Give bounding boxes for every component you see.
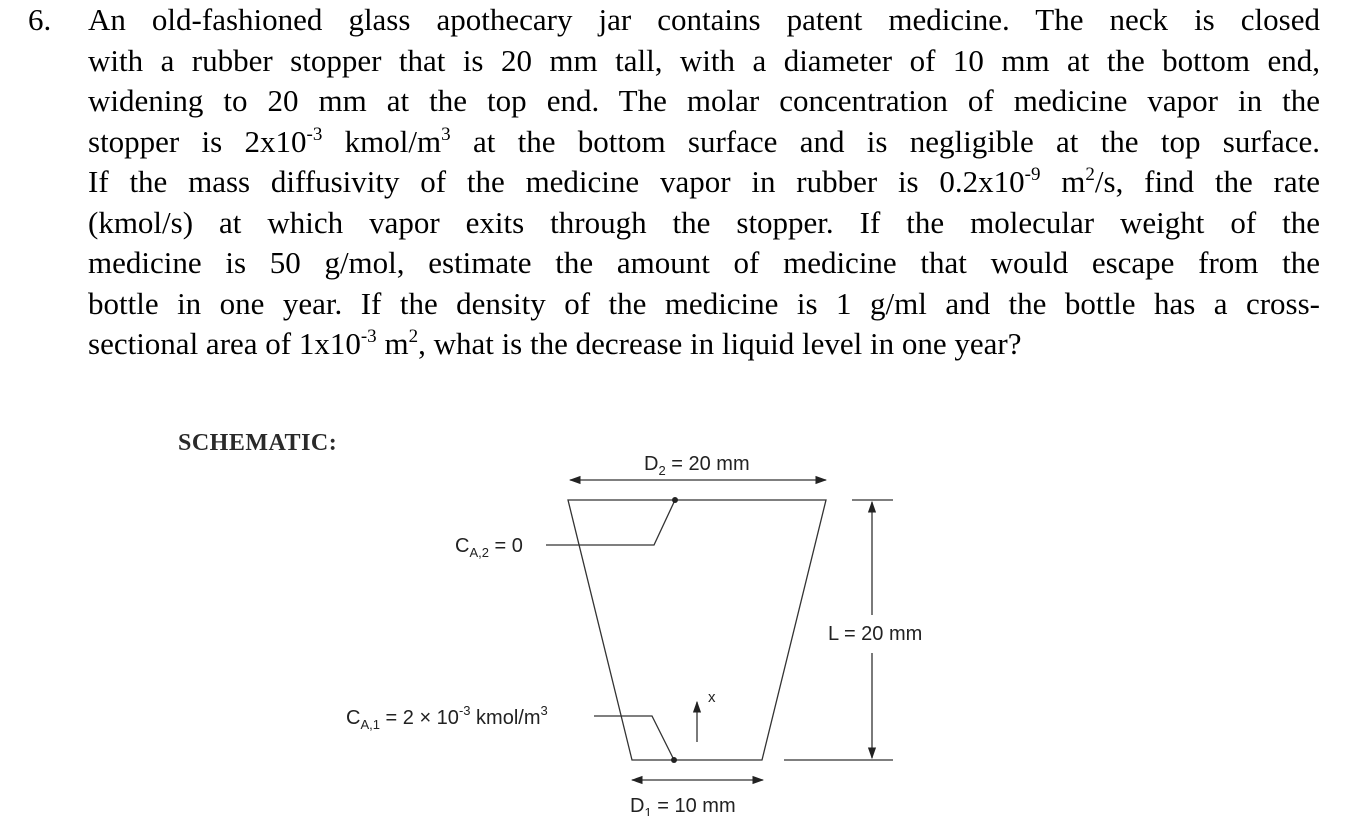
superscript: -9 <box>1024 164 1041 185</box>
d1-rest: = 10 mm <box>651 795 736 816</box>
ca1-label <box>346 703 548 732</box>
d2-main: D <box>644 453 659 475</box>
text-segment: with a rubber stopper that is 20 mm tall, with a diameter of 10 mm at the bottom end, <box>88 42 1320 78</box>
d2-label <box>644 453 750 478</box>
ca1-rest2: kmol/m <box>470 707 541 729</box>
ca2-leader-dot <box>672 497 678 503</box>
text-segment: widening to 20 mm at the top end. The molar concentration of medicine vapor in the <box>88 83 1320 118</box>
ca1-rest: = 2 × 10 <box>379 707 459 729</box>
d1-sub: 1 <box>644 805 652 816</box>
text-segment: An old-fashioned glass apothecary jar contains patent medicine. The neck is closed <box>88 2 1320 37</box>
text-segment: If the mass diffusivity of the medicine vapor in rubber is 0.2x10 <box>88 164 1025 199</box>
ca2-leader-line <box>546 500 675 545</box>
superscript: 2 <box>1085 164 1095 185</box>
superscript: -3 <box>360 326 377 347</box>
text-segment: , what is the decrease in liquid level in one year? <box>418 326 1022 361</box>
superscript: -3 <box>306 123 323 145</box>
text-segment: bottle in one year. If the density of the medicine is 1 g/ml and the bottle has a cross- <box>88 285 1320 321</box>
schematic-title: SCHEMATIC: <box>178 430 338 456</box>
text-segment: m <box>376 326 409 361</box>
text-segment: kmol/m <box>322 123 442 159</box>
d2-sub: 2 <box>658 463 666 478</box>
text-segment: stopper is 2x10 <box>88 123 307 159</box>
ca2-sub: A,2 <box>469 545 489 560</box>
text-segment: m <box>1040 164 1086 199</box>
ca1-sup2: 3 <box>540 703 548 718</box>
ca2-main: C <box>455 535 470 557</box>
d1-main: D <box>630 795 645 816</box>
ca2-label <box>455 535 523 560</box>
superscript: 3 <box>441 123 451 145</box>
problem-number: 6. <box>28 2 52 37</box>
ca1-leader-dot <box>671 757 677 763</box>
d2-rest: = 20 mm <box>665 453 750 475</box>
x-axis-label: x <box>708 689 716 706</box>
text-segment: sectional area of 1x10 <box>88 326 361 361</box>
ca1-sup: -3 <box>458 703 471 718</box>
text-segment: /s, find the rate <box>1094 164 1320 199</box>
ca1-leader-line <box>594 716 674 760</box>
text-segment: medicine is 50 g/mol, estimate the amount of medicine that would escape from the <box>88 245 1320 280</box>
length-label: L = 20 mm <box>828 623 923 645</box>
ca2-rest: = 0 <box>488 535 523 557</box>
ca1-main: C <box>346 707 361 729</box>
ca1-sub: A,1 <box>360 717 380 732</box>
superscript: 2 <box>408 326 419 347</box>
text-segment: at the bottom surface and is negligible at the top surface. <box>450 123 1321 159</box>
text-segment: (kmol/s) at which vapor exits through the stopper. If the molecular weight of the <box>88 204 1320 240</box>
d1-label <box>630 795 736 816</box>
